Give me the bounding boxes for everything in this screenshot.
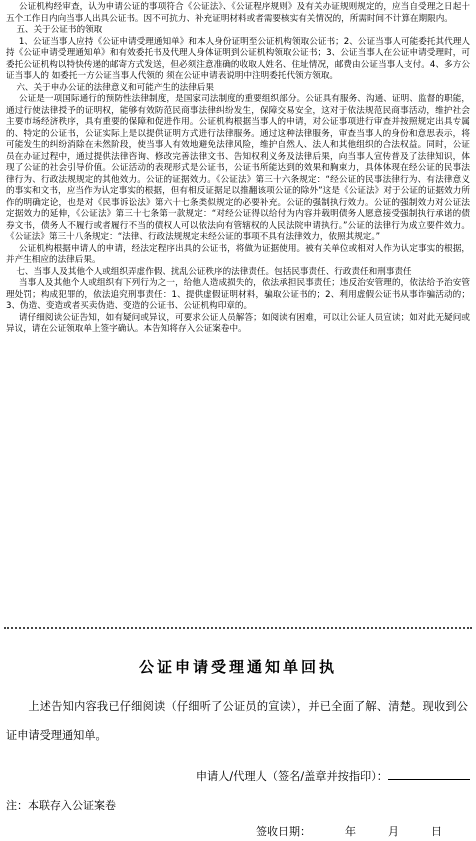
notice-body: [6, 2, 470, 336]
year-label: 年: [345, 825, 356, 838]
notice-paragraph: 请仔细阅读公证告知，如有疑问或异议，可要求公证人员解答；如阅读有困难，可以让公证人员宣读；如对此无疑问或异议，请在公证领取单上签字确认。本告知将存入公证案卷中。: [6, 312, 470, 334]
signature-line: [196, 767, 470, 784]
archive-note: 注：本联存入公证案卷: [6, 799, 116, 812]
notice-paragraph: 公证机构经审查，认为申请公证的事项符合《公证法》、《公证程序规则》及有关办证规则规定的，应当自受理之日起十五个工作日内向当事人出具公证书。因不可抗力、补充证明材料或者需要核实有关情况的，所需时间不计算在期限内。: [6, 2, 470, 24]
day-label: 日: [431, 825, 442, 838]
signature-field[interactable]: [388, 767, 470, 780]
notice-paragraph: 公证是一项国际通行的预防性法律制度，是国家司法制度的重要组织部分。公证具有服务、沟通、证明、监督的职能，通过行使法律授予的证明权，能够有效防范民商事法律纠纷发生，保障交易安全，这对于依法规范民商事活动，维护社会主要市场经济秩序，具有重要的保障和促进作用。公证机构根据当事人的申请，对公证事项进行审查并按照规定出具专属的、特定的公证书，公证实际上是以提供证明方式进行法律服务。通过这种法律服务，审查当事人的身份和意思表示，将可能发生的纠纷消除在未然阶段，使当事人有效地避免法律风险，维护自然人、法人和其他组织的合法权益。同时，公证员在办证过程中，通过提供法律咨询、修改完善法律文书、告知权利义务及法律后果，向当事人宣传普及了法律知识，体现了公证的社会引导价值。公证活动的表现形式是公证书，公证书所能达到的效果和胸束力，具体体现在经公证的民事法律行为、行政法规规定的其他效力。公证的证据效力。《公证法》第三十六条规定：“经公证的民事法律行为、有法律意义的事实和文书，应当作为认定事实的根据，但有相反证据足以推翻该项公证的除外”这是《公证法》对于公证的证据效力所作的明确定论，也是对《民事诉讼法》第六十七条类似规定的必要补充。公证的强制执行效力。公证的强制效力对公证法定据效力的延伸，《公证法》第三十七条第一款规定：“对经公证得以给付为内容并载明债务人愿意接受强制执行承诺的债券文书，债务人不履行或者履行不当的债权人可以依法向有管辖权的人民法院申请执行。”公证的法律行为成立要件效力。《公证法》第三十八条规定：“法律、行政法规规定未经公证的事项不具有法律效力，依照其规定。”: [6, 94, 470, 242]
date-label: 签收日期：: [256, 825, 311, 838]
signature-label: 申请人/代理人（签名/盖章并按指印）：: [195, 770, 388, 783]
section-heading-collection: 五、关于公证书的领取: [16, 25, 103, 35]
notice-paragraph: 1、公证当事人应持《公证申请受理通知单》和本人身份证明至公证机构领取公证书；2、公证当事人可能委托其代理人持《公证申请受理通知单》和有效委托书及代理人身体证明到公证机构领取公证书；3、公证当事人在公证申请受理时，可委托公证机构以特快传递的邮寄方式发送，但必须注意准确的收取人姓名、住址情况，邮费由公证当事人支付。4、多方公证当事人的 如委托一方公证当事人代领的 须在公证申请表说明中注明委托代领方领取。: [6, 36, 470, 81]
section-heading-liability: 七、当事人及其他个人或组织弄虚作假、扰乱公证秩序的法律责任。包括民事责任、行政责任和刑事责任: [16, 266, 412, 277]
notice-paragraph: 当事人及其他个人或组织有下列行为之一，给他人造成损失的，依法承担民事责任；违反治安管理的，依法给予治安管理处罚；构成犯罪的，依法追究刑事责任：1、提供虚假证明材料，骗取公证书的；2、利用虚假公证书从事诈骗活动的；3、伪造、变造或者买卖伪造、变造的公证书、公证机构印章的。: [6, 278, 470, 311]
section-heading-legal-meaning: 六、关于申办公证的法律意义和可能产生的法律后果: [16, 82, 214, 93]
tear-off-divider: [4, 627, 472, 629]
month-label: 月: [388, 825, 399, 838]
notice-paragraph: 公证机构根据申请人的申请，经法定程序出具的公证书，将做为证据使用。被有关单位或相对人作为认定事实的根据，并产生相应的法律后果。: [6, 243, 470, 265]
receipt-title: 公证申请受理通知单回执: [138, 658, 337, 676]
acknowledgement-text: 上述告知内容我已仔细阅读（仔细听了公证员的宣读），并已全面了解、清楚。现收到公证申请受理通知单。: [6, 700, 468, 742]
receipt-date-line: [256, 823, 442, 839]
